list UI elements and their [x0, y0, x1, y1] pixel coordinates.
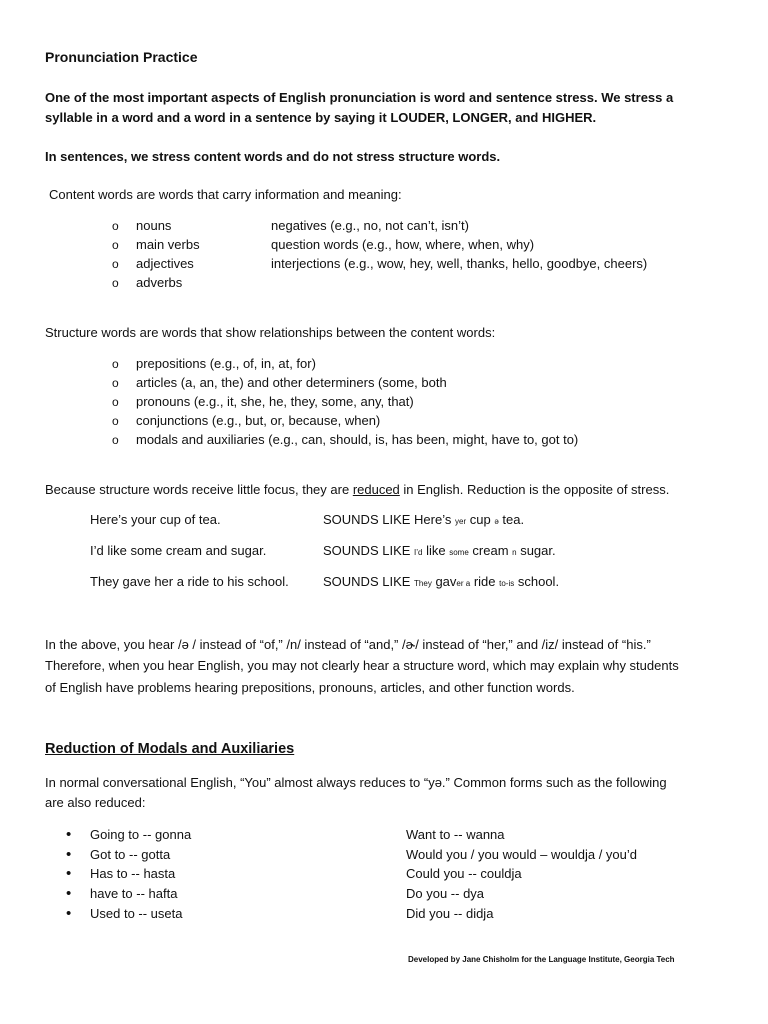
- reduction-pair: have to -- hafta: [90, 886, 178, 901]
- bullet: •: [66, 905, 72, 922]
- bullet: •: [66, 885, 72, 902]
- reduction-pair: Would you / you would – wouldja / you’d: [406, 847, 638, 862]
- sounds-like-label: SOUNDS LIKE: [323, 543, 411, 558]
- sounds-like-row: [323, 574, 559, 592]
- content-word-item: question words (e.g., how, where, when, why): [271, 237, 535, 252]
- reduction-pair: Got to -- gotta: [90, 847, 171, 862]
- explanation-line-1: In the above, you hear /ə / instead of “of,” /n/ instead of “and,” /ɚ/ instead of “her,” and /iz/ instead of “his.”: [45, 637, 651, 652]
- sounds-like-row: [323, 512, 524, 530]
- spoken-fragment: sugar.: [516, 543, 556, 558]
- circle-bullet: o: [112, 414, 119, 428]
- example-sentence: They gave her a ride to his school.: [90, 574, 289, 589]
- circle-bullet: o: [112, 276, 119, 290]
- circle-bullet: o: [112, 238, 119, 252]
- structure-word-item: articles (a, an, the) and other determiners (some, both: [136, 375, 447, 390]
- reduction-intro-post: in English. Reduction is the opposite of stress.: [399, 482, 670, 497]
- reduced-fragment: some: [449, 548, 469, 557]
- sounds-like-label: SOUNDS LIKE: [323, 574, 411, 589]
- reduced-fragment: They: [414, 579, 432, 588]
- modals-intro-line-2: are also reduced:: [45, 795, 146, 810]
- page-title: Pronunciation Practice: [45, 49, 198, 65]
- spoken-fragment: Here’s: [414, 512, 455, 527]
- structure-word-item: conjunctions (e.g., but, or, because, when): [136, 413, 381, 428]
- reduction-intro-pre: Because structure words receive little focus, they are: [45, 482, 353, 497]
- spoken-fragment: school.: [514, 574, 560, 589]
- spoken-fragment: tea.: [498, 512, 525, 527]
- reduced-fragment: ə: [494, 517, 499, 526]
- circle-bullet: o: [112, 257, 119, 271]
- circle-bullet: o: [112, 433, 119, 447]
- reduced-parts: [414, 574, 559, 589]
- reduced-fragment: yer: [455, 517, 467, 526]
- spoken-fragment: cream: [468, 543, 513, 558]
- reduction-pair: Could you -- couldja: [406, 866, 522, 881]
- content-word-item: interjections (e.g., wow, hey, well, thanks, hello, goodbye, cheers): [271, 256, 648, 271]
- spoken-fragment: gav: [431, 574, 457, 589]
- reduction-pair: Did you -- didja: [406, 906, 494, 921]
- spoken-fragment: cup: [466, 512, 495, 527]
- example-sentence: I’d like some cream and sugar.: [90, 543, 267, 558]
- bullet: •: [66, 846, 72, 863]
- intro-line-2: syllable in a word and a word in a sentence by saying it LOUDER, LONGER, and HIGHER.: [45, 110, 597, 125]
- content-word-item: adjectives: [136, 256, 194, 271]
- example-sentence: Here’s your cup of tea.: [90, 512, 221, 527]
- content-word-item: main verbs: [136, 237, 200, 252]
- reduced-fragment: er a: [456, 579, 471, 588]
- reduction-pair: Has to -- hasta: [90, 866, 176, 881]
- sounds-like-row: [323, 543, 556, 561]
- reduction-pair: Going to -- gonna: [90, 827, 192, 842]
- content-word-item: nouns: [136, 218, 172, 233]
- reduced-fragment: I’d: [414, 548, 423, 557]
- reduction-underlined-word: reduced: [352, 482, 400, 497]
- footer-credit: Developed by Jane Chisholm for the Language Institute, Georgia Tech: [408, 955, 675, 964]
- reduced-parts: [414, 512, 524, 527]
- structure-word-item: prepositions (e.g., of, in, at, for): [136, 356, 316, 371]
- reduced-fragment: to-is: [499, 579, 515, 588]
- reduced-parts: [414, 543, 556, 558]
- circle-bullet: o: [112, 376, 119, 390]
- content-word-item: adverbs: [136, 275, 183, 290]
- circle-bullet: o: [112, 219, 119, 233]
- explanation-line-3: of English have problems hearing prepositions, pronouns, articles, and other function words.: [45, 680, 575, 695]
- intro-line-1: One of the most important aspects of English pronunciation is word and sentence stress. We stress a: [45, 90, 674, 105]
- intro-line-3: In sentences, we stress content words and do not stress structure words.: [45, 149, 501, 164]
- structure-word-item: modals and auxiliaries (e.g., can, should, is, has been, might, have to, got to): [136, 432, 579, 447]
- modals-intro-line-1: In normal conversational English, “You” almost always reduces to “yə.” Common forms such as the following: [45, 775, 667, 790]
- sounds-like-label: SOUNDS LIKE: [323, 512, 411, 527]
- circle-bullet: o: [112, 395, 119, 409]
- reduction-pair: Used to -- useta: [90, 906, 183, 921]
- reduced-fragment: n: [512, 548, 517, 557]
- reduction-pair: Want to -- wanna: [406, 827, 505, 842]
- bullet: •: [66, 826, 72, 843]
- circle-bullet: o: [112, 357, 119, 371]
- content-word-item: negatives (e.g., no, not can’t, isn’t): [271, 218, 469, 233]
- spoken-fragment: ride: [470, 574, 500, 589]
- structure-word-item: pronouns (e.g., it, she, he, they, some, any, that): [136, 394, 414, 409]
- spoken-fragment: like: [422, 543, 450, 558]
- content-words-heading: Content words are words that carry information and meaning:: [49, 187, 402, 202]
- structure-words-heading: Structure words are words that show relationships between the content words:: [45, 325, 496, 340]
- section-heading: Reduction of Modals and Auxiliaries: [45, 741, 295, 757]
- bullet: •: [66, 865, 72, 882]
- reduction-intro: [45, 482, 669, 498]
- explanation-line-2: Therefore, when you hear English, you may not clearly hear a structure word, which may explain why students: [45, 658, 679, 673]
- reduction-pair: Do you -- dya: [406, 886, 485, 901]
